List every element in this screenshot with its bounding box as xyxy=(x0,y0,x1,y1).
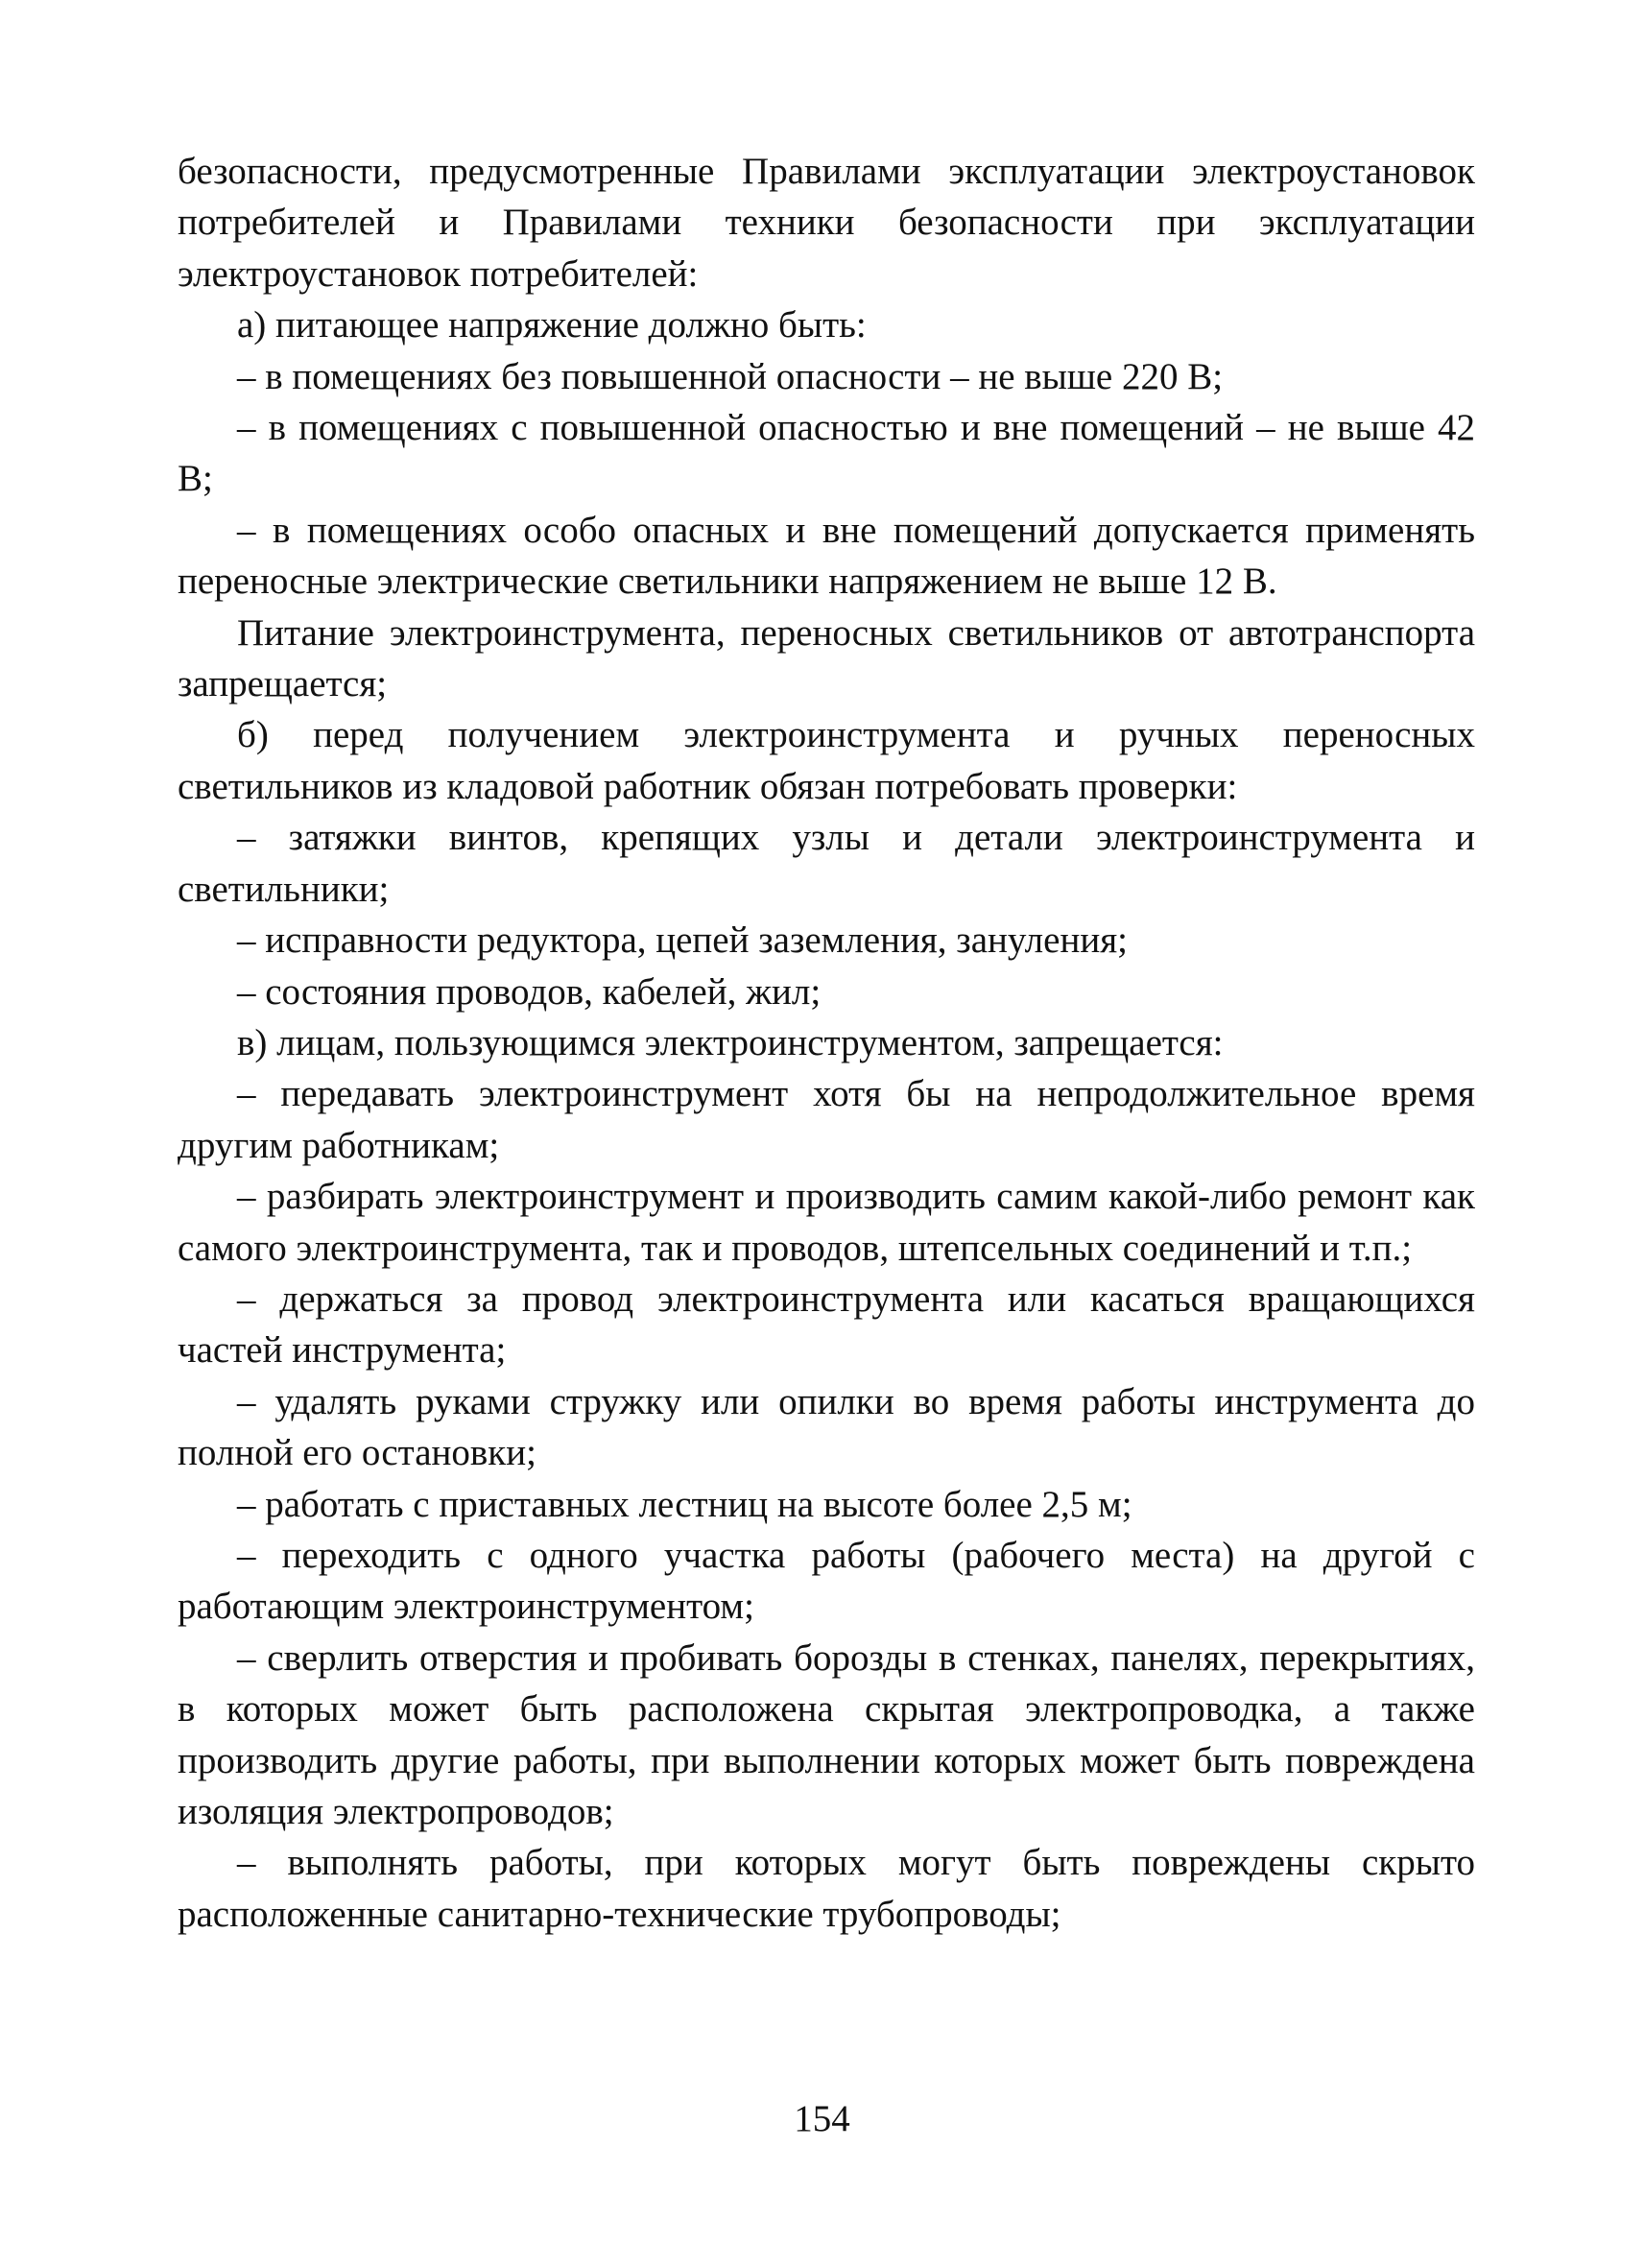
paragraph: б) перед получением электроинструмента и ручных переносных светильников из кладовой работник обязан потребовать проверки: xyxy=(178,714,1475,807)
list-item: – переходить с одного участка работы (рабочего места) на другой с работающим электроинструментом; xyxy=(178,1534,1475,1628)
list-item: – держаться за провод электроинструмента или касаться вращающихся частей инструмента; xyxy=(178,1277,1475,1372)
body-text xyxy=(178,146,1475,1940)
list-item: – в помещениях без повышенной опасности – не выше 220 В; xyxy=(237,355,1224,397)
page-number: 154 xyxy=(794,2098,850,2139)
list-item: – в помещениях особо опасных и вне помещений допускается применять переносные электрические светильники напряжением не выше 12 В. xyxy=(178,509,1475,603)
list-item: – исправности редуктора, цепей заземления, зануления; xyxy=(237,919,1128,962)
paragraph: безопасности, предусмотренные Правилами эксплуатации электроустановок потребителей и Правилами техники безопасности при эксплуатации электроустановок потребителей: xyxy=(178,151,1475,295)
list-item: – работать с приставных лестниц на высоте более 2,5 м; xyxy=(237,1483,1132,1525)
paragraph: Питание электроинструмента, переносных светильников от автотранспорта запрещается; xyxy=(178,611,1475,705)
list-item: – сверлить отверстия и пробивать борозды в стенках, панелях, перекрытиях, в которых может быть расположена скрытая электропроводка, а также производить другие работы, при выполнении которых может быть повреждена изоляция электропроводов; xyxy=(178,1636,1475,1832)
list-item: – разбирать электроинструмент и производить самим какой-либо ремонт как самого электроинструмента, так и проводов, штепсельных соединений и т.п.; xyxy=(178,1176,1475,1269)
list-item: – состояния проводов, кабелей, жил; xyxy=(237,970,822,1013)
list-item: – затяжки винтов, крепящих узлы и детали электроинструмента и светильники; xyxy=(178,817,1475,910)
paragraph: в) лицам, пользующимся электроинструментом, запрещается: xyxy=(237,1021,1224,1063)
list-item: – выполнять работы, при которых могут быть повреждены скрыто расположенные санитарно-технические трубопроводы; xyxy=(178,1842,1475,1935)
list-item: – передавать электроинструмент хотя бы на непродолжительное время другим работникам; xyxy=(178,1073,1475,1166)
list-item: – в помещениях с повышенной опасностью и вне помещений – не выше 42 В; xyxy=(178,407,1475,500)
list-item: – удалять руками стружку или опилки во время работы инструмента до полной его остановки; xyxy=(178,1380,1475,1474)
paragraph: а) питающее напряжение должно быть: xyxy=(237,304,867,346)
